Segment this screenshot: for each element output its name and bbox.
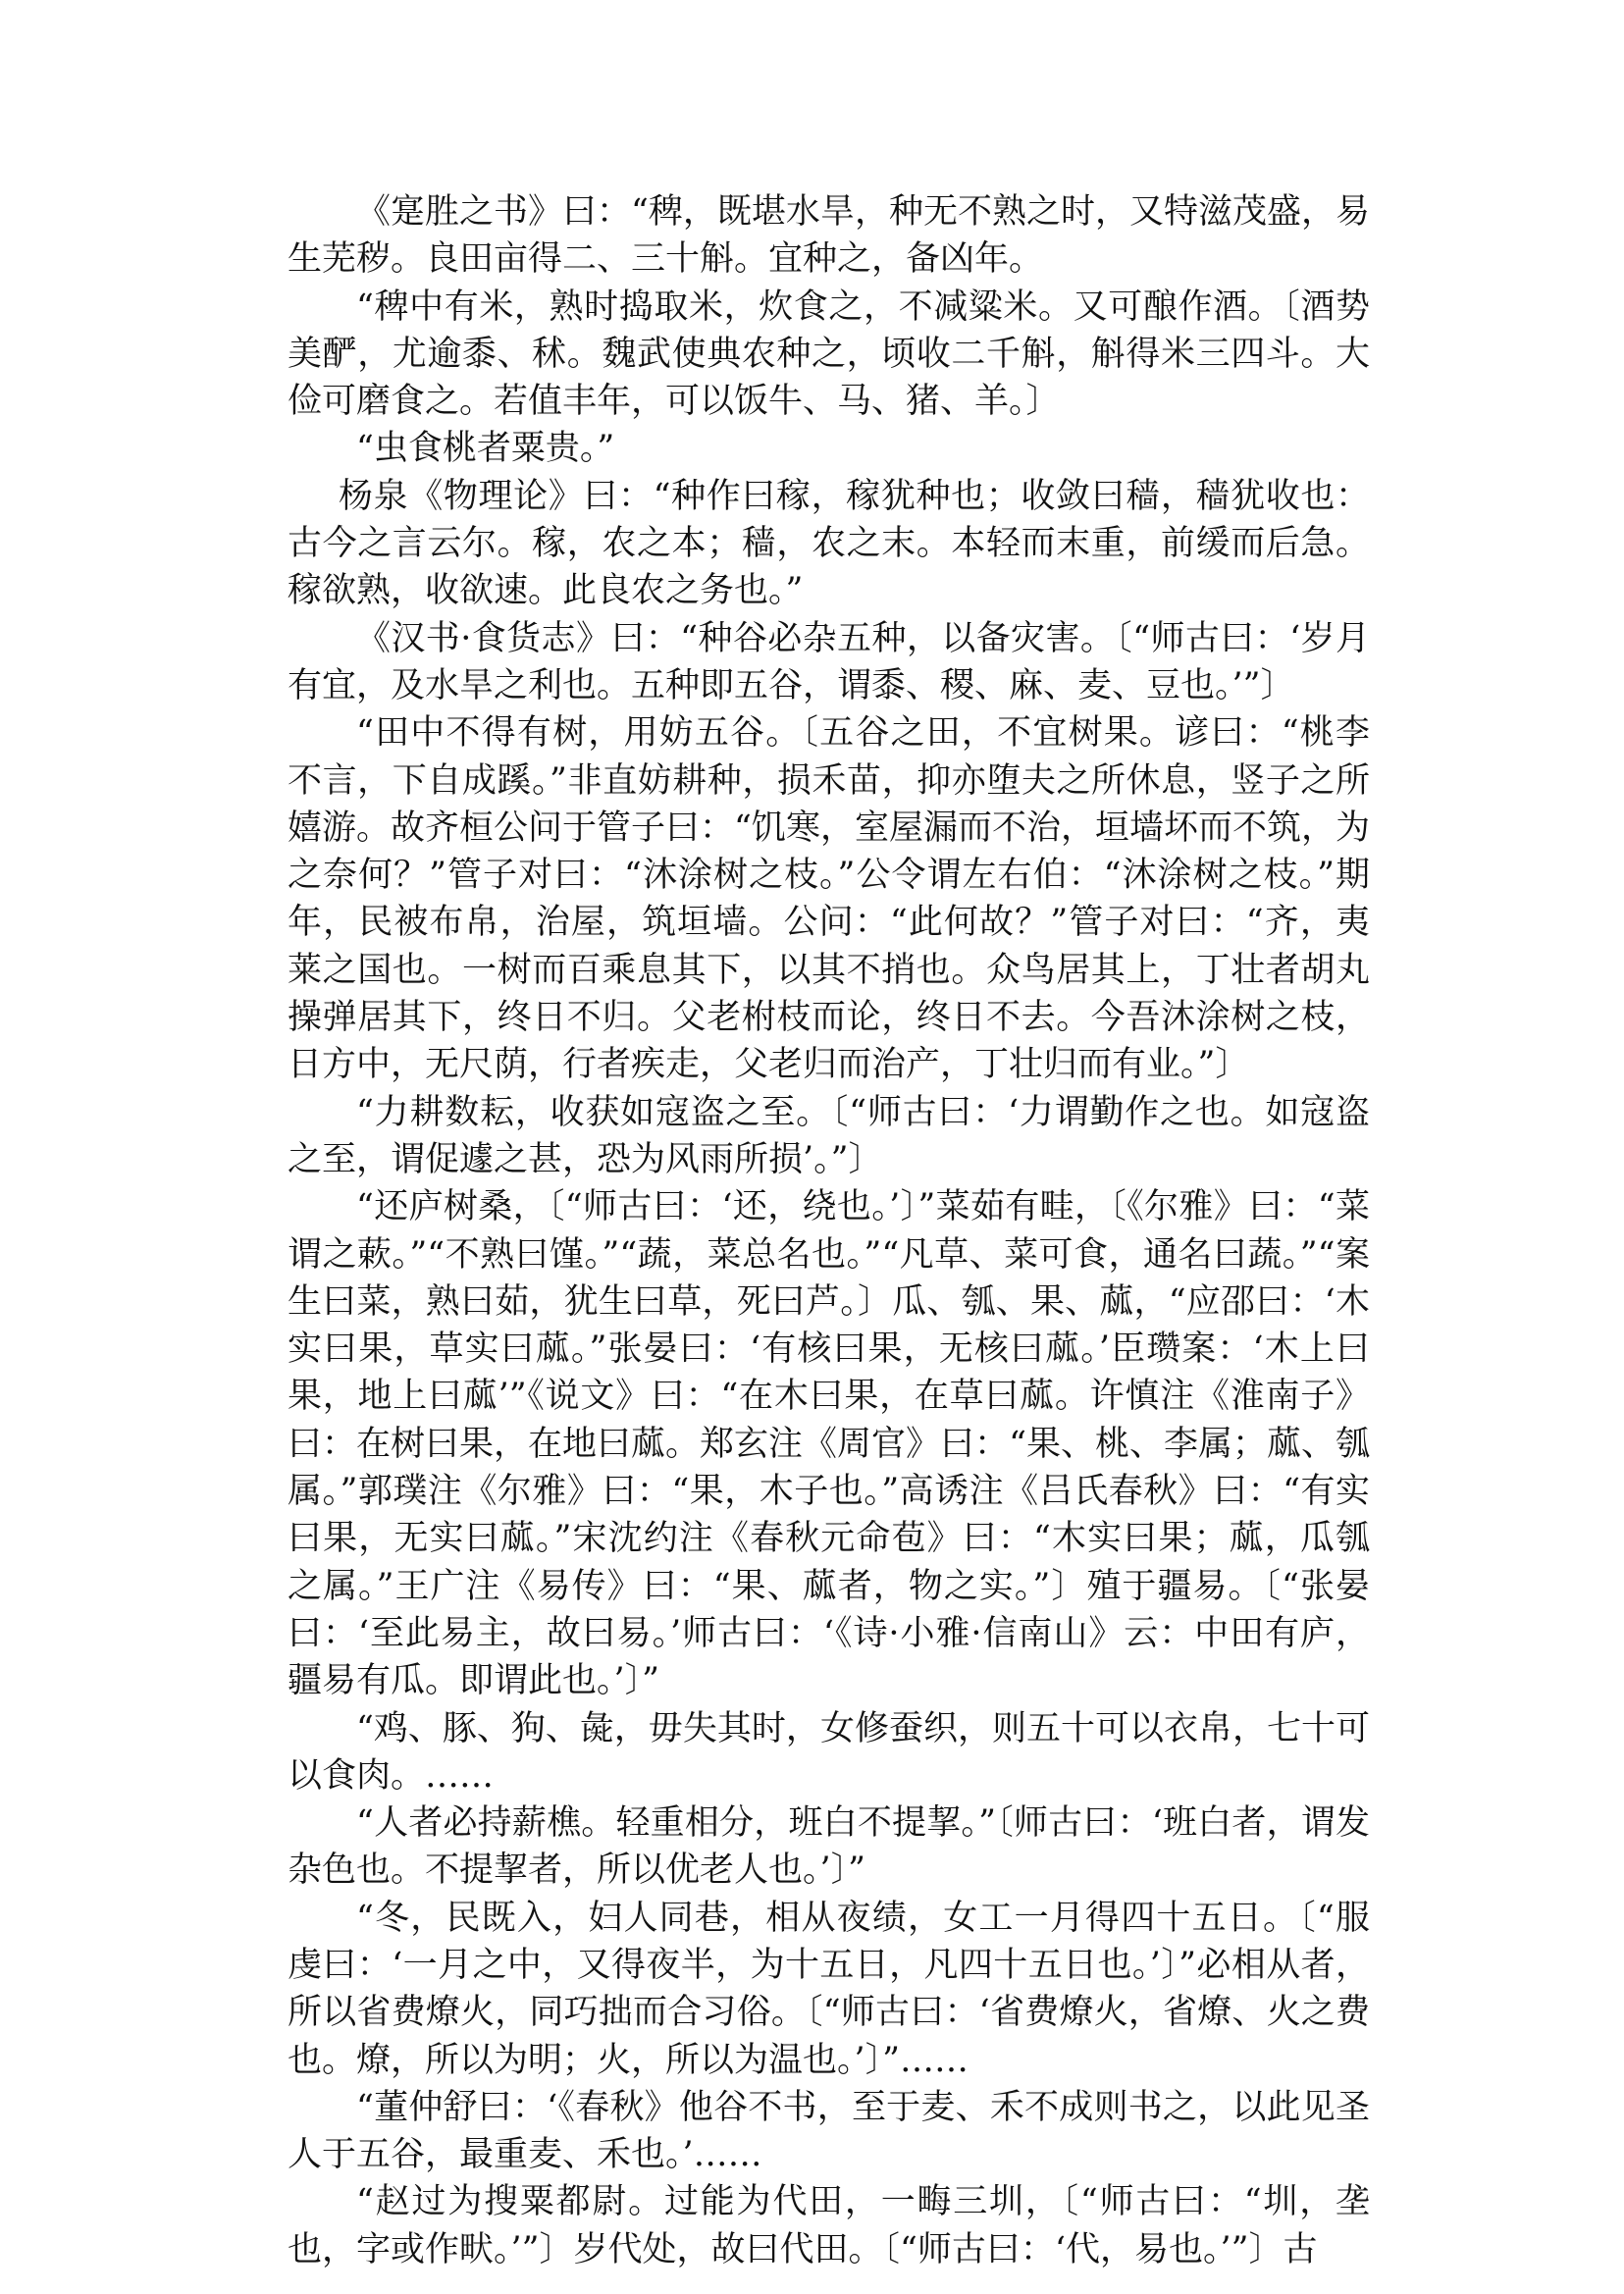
paragraph: “虫食桃者粟贵。” [356, 429, 615, 469]
paragraph: “力耕数耘，收获如寇盗之至。〔“师古曰：‘力谓勤作之也。如寇盗之至，谓促遽之甚，恐为风雨所损’。”〕 [288, 1092, 1370, 1179]
paragraph: “稗中有米，熟时捣取米，炊食之，不减粱米。又可酿作酒。〔酒势美酽，尤逾黍、秫。魏武使典农种之，顷收二千斛，斛得米三四斗。大俭可磨食之。若值丰年，可以饭牛、马、猪、羊。〕 [288, 287, 1370, 422]
paragraph: 《寔胜之书》曰：“稗，既堪水旱，种无不熟之时，又特滋茂盛，易生芜秽。良田亩得二、三十斛。宜种之，备凶年。 [288, 192, 1370, 280]
document-body [288, 188, 1370, 2273]
paragraph: “人者必持薪樵。轻重相分，班白不提挈。”〔师古曰：‘班白者，谓发杂色也。不提挈者，所以优老人也。’〕” [288, 1803, 1370, 1891]
paragraph: “田中不得有树，用妨五谷。〔五谷之田，不宜树果。谚曰：“桃李不言，下自成蹊。”非直妨耕种，损禾苗，抑亦堕夫之所休息，竖子之所嬉游。故齐桓公问于管子曰：“饥寒，室屋漏而不治，垣墙坏而不筑，为之奈何？”管子对曰：“沐涂树之枝。”公令谓左右伯：“沐涂树之枝。”期年，民被布帛，治屋，筑垣墙。公问：“此何故？”管子对曰：“齐，夷莱之国也。一树而百乘息其下，以其不捎也。众鸟居其上，丁壮者胡丸操弹居其下，终日不归。父老柎枝而论，终日不去。今吾沐涂树之枝，日方中，无尺荫，行者疾走，父老归而治产，丁壮归而有业。”〕 [288, 713, 1370, 1085]
paragraph: “鸡、豚、狗、彘，毋失其时，女修蚕织，则五十可以衣帛，七十可以食肉。…… [288, 1708, 1370, 1796]
paragraph: “赵过为搜粟都尉。过能为代田，一畮三圳，〔“师古曰：“圳，垄也，字或作畎。’”〕岁代处，故曰代田。〔“师古曰：‘代，易也。’”〕古 [288, 2182, 1370, 2269]
paragraph: “冬，民既入，妇人同巷，相从夜绩，女工一月得四十五日。〔“服虔曰：‘一月之中，又得夜半，为十五日，凡四十五日也。’〕”必相从者，所以省费燎火，同巧拙而合习俗。〔“师古曰：‘省费燎火，省燎、火之费也。燎，所以为明；火，所以为温也。’〕”…… [288, 1898, 1370, 2080]
paragraph: “还庐树桑，〔“师古曰：‘还，绕也。’〕”菜茹有畦，〔《尔雅》曰：“菜谓之蔌。”“不熟曰馑。”“蔬，菜总名也。”“凡草、菜可食，通名曰蔬。”“案生曰菜，熟曰茹，犹生曰草，死曰芦。〕瓜、瓠、果、蓏，“应邵曰：‘木实曰果，草实曰蓏。”张晏曰：‘有核曰果，无核曰蓏。’臣瓒案：‘木上曰果，地上曰蓏’”《说文》曰：“在木曰果，在草曰蓏。许慎注《淮南子》曰：在树曰果，在地曰蓏。郑玄注《周官》曰：“果、桃、李属；蓏、瓠属。”郭璞注《尔雅》曰：“果，木子也。”高诱注《吕氏春秋》曰：“有实曰果，无实曰蓏。”宋沈约注《春秋元命苞》曰：“木实曰果；蓏，瓜瓠之属。”王广注《易传》曰：“果、蓏者，物之实。”〕殖于疆易。〔“张晏曰：‘至此易主，故曰易。’师古曰：‘《诗·小雅·信南山》云：中田有庐，疆易有瓜。即谓此也。’〕” [288, 1187, 1370, 1701]
paragraph: “董仲舒曰：‘《春秋》他谷不书，至于麦、禾不成则书之，以此见圣人于五谷，最重麦、禾也。’…… [288, 2087, 1370, 2175]
paragraph: 《汉书·食货志》曰：“种谷必杂五种，以备灾害。〔“师古曰：‘岁月有宜，及水旱之利也。五种即五谷，谓黍、稷、麻、麦、豆也。’”〕 [288, 618, 1370, 705]
paragraph: 杨泉《物理论》曰：“种作曰稼，稼犹种也；收敛曰穑，穑犹收也：古今之言云尔。稼，农之本；穑，农之末。本轻而末重，前缓而后急。稼欲熟，收欲速。此良农之务也。” [288, 476, 1370, 611]
